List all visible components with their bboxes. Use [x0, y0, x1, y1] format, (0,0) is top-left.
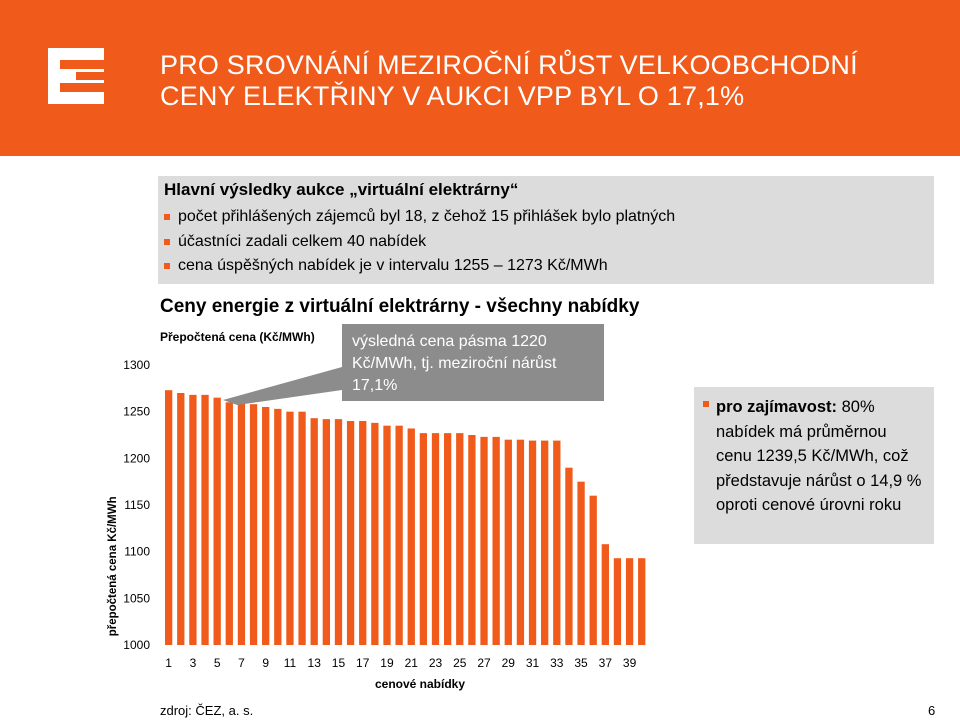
y-tick-label: 1000	[123, 638, 150, 652]
bar	[250, 404, 257, 645]
bar	[517, 440, 524, 645]
x-tick-label: 27	[477, 656, 491, 670]
x-tick-label: 7	[238, 656, 245, 670]
bar	[444, 433, 451, 645]
bar	[395, 426, 402, 645]
bullet-icon	[703, 401, 709, 407]
x-axis-label: cenové nabídky	[374, 677, 466, 691]
x-tick-label: 9	[262, 656, 270, 670]
y-tick-label: 1150	[124, 498, 150, 512]
bar	[298, 412, 305, 645]
y-axis-label: přepočtená cena Kč/MWh	[107, 496, 119, 637]
y-tick-label: 1250	[123, 404, 150, 419]
bar	[262, 407, 269, 645]
note-text	[716, 395, 926, 518]
x-tick-label: 5	[213, 656, 221, 670]
x-tick-label: 3	[189, 656, 197, 670]
bar	[553, 441, 560, 645]
bar	[335, 419, 342, 645]
bar	[432, 433, 439, 645]
bar	[577, 482, 584, 645]
bar	[189, 395, 196, 645]
x-tick-label: 21	[404, 656, 418, 670]
chart-subtitle: Přepočtená cena (Kč/MWh)	[160, 330, 315, 344]
bar	[529, 441, 536, 645]
bar	[201, 395, 208, 645]
bar	[614, 558, 621, 645]
bar	[456, 433, 463, 645]
bar	[468, 435, 475, 645]
bar	[590, 496, 597, 645]
x-tick-label: 15	[331, 656, 346, 670]
bar	[359, 421, 366, 645]
source-note: zdroj: ČEZ, a. s.	[160, 703, 254, 718]
bar	[638, 558, 645, 645]
x-tick-label: 33	[550, 656, 564, 670]
list-item-text: cena úspěšných nabídek je v intervalu 1255 – 1273 Kč/MWh	[178, 257, 608, 274]
bar	[238, 402, 245, 645]
bar	[541, 441, 548, 645]
x-tick-label: 23	[428, 656, 443, 670]
y-tick-label: 1300	[123, 358, 150, 372]
x-tick-label: 13	[307, 656, 321, 670]
callout-pointer	[223, 367, 342, 405]
y-tick-label: 1200	[123, 451, 150, 466]
x-tick-label: 25	[453, 656, 467, 670]
y-tick-label: 1100	[124, 544, 150, 559]
x-tick-label: 39	[622, 656, 637, 670]
x-tick-label: 19	[380, 656, 394, 670]
note-body: 80% nabídek má průměrnou cenu 1239,5 Kč/MWh, což představuje nárůst o 14,9 % oproti cenové úrovni roku	[716, 398, 922, 514]
bar	[286, 412, 293, 645]
bar	[626, 558, 633, 645]
price-callout	[342, 324, 604, 401]
bar	[311, 418, 318, 645]
callout-text: výsledná cena pásma 1220 Kč/MWh, tj. meziroční nárůst 17,1%	[352, 333, 557, 394]
list-item-text: účastníci zadali celkem 40 nabídek	[178, 232, 427, 250]
chart-title: Ceny energie z virtuální elektrárny - všechny nabídky	[160, 296, 640, 317]
bar	[165, 390, 172, 645]
bar	[226, 402, 233, 645]
bar	[383, 426, 390, 645]
bar	[408, 428, 415, 645]
page-title-line-1: PRO SROVNÁNÍ MEZIROČNÍ RŮST VELKOOBCHODNÍ	[160, 50, 858, 80]
x-tick-label: 29	[501, 656, 515, 670]
bar	[214, 398, 221, 645]
bar	[602, 544, 609, 645]
bar	[493, 437, 500, 645]
x-tick-label: 1	[165, 656, 172, 670]
y-tick-label: 1050	[123, 591, 150, 606]
page-number: 6	[928, 703, 936, 718]
list-item-text: počet přihlášených zájemců byl 18, z čehož 15 přihlášek bylo platných	[178, 208, 676, 225]
x-tick-label: 35	[574, 656, 588, 670]
x-tick-label: 17	[356, 656, 370, 670]
page-title-line-2: CENY ELEKTŘINY V AUKCI VPP BYL O 17,1%	[160, 81, 745, 111]
bar	[505, 440, 512, 645]
bar	[565, 468, 572, 645]
bar	[323, 419, 330, 645]
x-tick-label: 37	[598, 656, 613, 670]
note-box	[694, 387, 934, 544]
bar	[420, 433, 427, 645]
bar	[480, 437, 487, 645]
x-tick-label: 11	[283, 656, 297, 670]
bar	[347, 421, 354, 645]
bar	[371, 423, 378, 645]
x-tick-label: 31	[525, 656, 540, 670]
note-label: pro zajímavost:	[716, 398, 838, 416]
bar	[274, 409, 281, 645]
results-heading: Hlavní výsledky aukce „virtuální elektrárny“	[164, 180, 519, 199]
bar	[177, 393, 184, 645]
